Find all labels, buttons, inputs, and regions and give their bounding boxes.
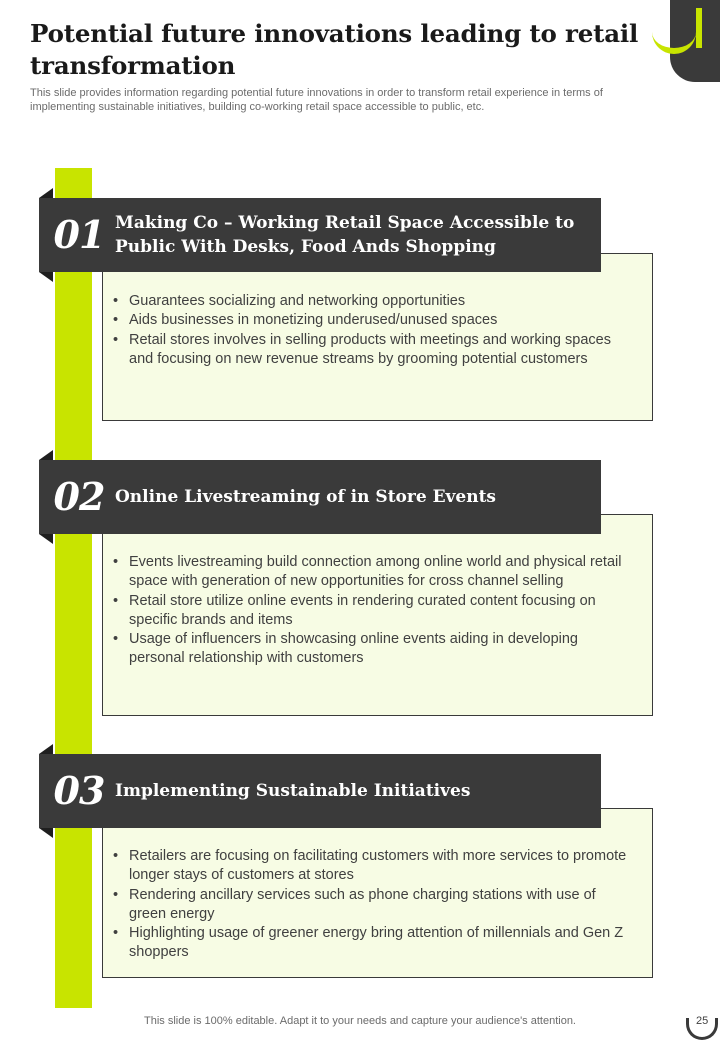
slide-subtitle: This slide provides information regarding potential future innovations in order to transform retail experience in terms of implementing sustainable initiatives, building co-working retail space accessible to public, etc.: [30, 87, 603, 113]
section-1-fold-top: [39, 188, 53, 198]
list-item: • Aids businesses in monetizing underused/unused spaces: [113, 311, 632, 330]
list-item: • Retail stores involves in selling products with meetings and working spaces and focusing on new revenue streams by grooming potential customers: [113, 331, 632, 370]
section-3-header: [39, 754, 601, 828]
section-1-heading: Making Co – Working Retail Space Accessible to Public With Desks, Food Ands Shopping: [115, 213, 575, 257]
section-1-bullets: [113, 292, 632, 369]
list-item: • Retailers are focusing on facilitating customers with more services to promote longer stays of customers at stores: [113, 847, 632, 886]
timeline-rail: [55, 168, 92, 1008]
list-item: • Usage of influencers in showcasing online events aiding in developing personal relationship with customers: [113, 630, 632, 669]
section-2-fold-top: [39, 450, 53, 460]
slide-title: Potential future innovations leading to retail transformation: [30, 19, 639, 80]
section-3-heading: Implementing Sustainable Initiatives: [115, 781, 471, 801]
list-item: • Events livestreaming build connection among online world and physical retail space with generation of new opportunities for cross channel selling: [113, 553, 632, 592]
list-item: • Highlighting usage of greener energy bring attention of millennials and Gen Z shoppers: [113, 924, 632, 963]
section-1-fold-bottom: [39, 272, 53, 282]
footer-note: This slide is 100% editable. Adapt it to your needs and capture your audience's attention.: [144, 1015, 576, 1027]
section-2-heading: Online Livestreaming of in Store Events: [115, 487, 497, 507]
list-item: • Rendering ancillary services such as phone charging stations with use of green energy: [113, 886, 632, 925]
section-2-number: 02: [53, 474, 105, 519]
section-2-bullets: [113, 553, 632, 669]
section-3-bullets: [113, 847, 632, 963]
section-2-header: [39, 460, 601, 534]
section-1-header: [39, 198, 601, 272]
section-3-number: 03: [53, 768, 105, 813]
section-2-content-box: [102, 514, 653, 716]
section-3-content-box: [102, 808, 653, 978]
section-3-fold-bottom: [39, 828, 53, 838]
section-3-fold-top: [39, 744, 53, 754]
section-1-content-box: [102, 253, 653, 421]
list-item: • Guarantees socializing and networking opportunities: [113, 292, 632, 311]
section-2-fold-bottom: [39, 534, 53, 544]
page-number: 25: [696, 1015, 709, 1027]
list-item: • Retail store utilize online events in rendering curated content focusing on specific brands and items: [113, 592, 632, 631]
section-1-number: 01: [53, 212, 105, 257]
